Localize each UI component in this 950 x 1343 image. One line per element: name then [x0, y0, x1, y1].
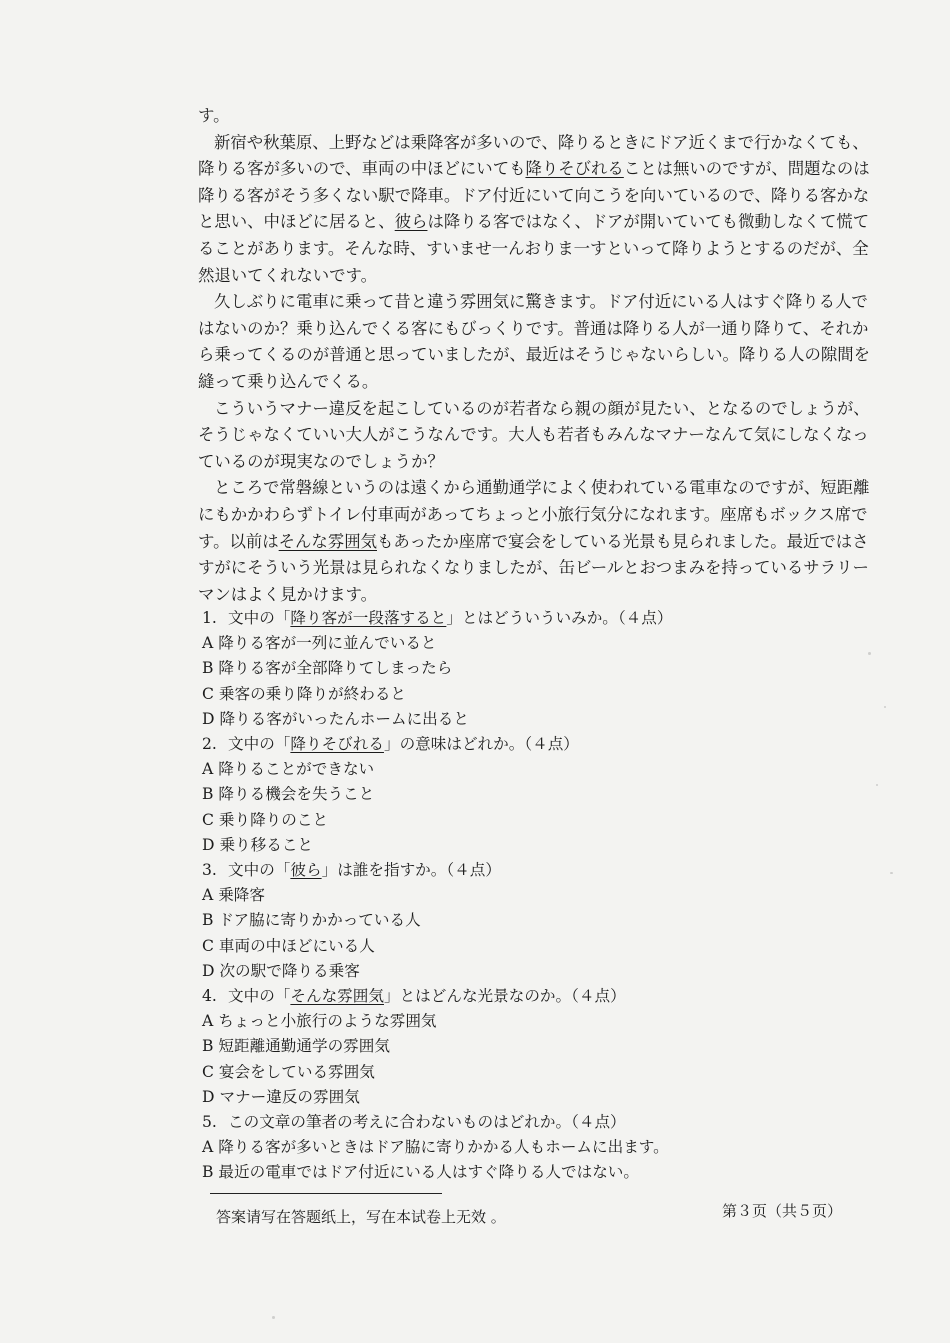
scan-speck — [890, 872, 893, 874]
answer-option: A ちょっと小旅行のような雰囲気 — [202, 1012, 437, 1031]
underlined-phrase: 降り客が一段落すると — [290, 609, 447, 627]
passage-lead: す。 — [198, 106, 230, 125]
scan-speck — [272, 1316, 275, 1319]
answer-option: C 宴会をしている雰囲気 — [202, 1062, 375, 1081]
answer-option: A 降りることができない — [202, 760, 375, 779]
answer-option: C 乗り降りのこと — [202, 810, 329, 829]
answer-option: A 降りる客が一列に並んでいると — [202, 634, 437, 653]
question-5 — [202, 1110, 842, 1135]
question-number: 1. — [202, 609, 217, 627]
passage-paragraph-2: 久しぶりに電車に乗って昔と違う雰囲気に驚きます。ドア付近にいる人はすぐ降りる人ではないのか？乗り込んでくる客にもびっくりです。普通は降りる人が一通り降りて、それから乗ってくるのが普通と思っていましたが、最近はそうじゃないらしい。降りる人の隙間を縫って乗り込んでくる。 — [198, 292, 871, 391]
underlined-phrase: そんな雰囲気 — [290, 987, 384, 1006]
answer-option: D 次の駅で降りる乗客 — [202, 961, 360, 980]
passage-paragraph-1 — [198, 130, 870, 290]
answer-option: B 短距離通勤通学の雰囲気 — [202, 1037, 390, 1056]
footer-instruction: 答案请写在答题纸上，写在本试卷上无效 。 — [216, 1208, 506, 1226]
passage-paragraph-3: こういうマナー違反を起こしているのが若者なら親の顔が見たい、となるのでしょうが、そうじゃなくていい大人がこうなんです。大人も若者もみんなマナーなんて気にしなくなっているのが現実なのでしょうか？ — [198, 398, 870, 471]
question-3 — [202, 858, 842, 883]
scan-speck — [868, 652, 871, 655]
question-text: 文中の「 — [228, 735, 291, 754]
page-number: 第３页（共５页） — [722, 1202, 843, 1220]
question-text: 」とはどういういみか。（４点） — [446, 609, 673, 627]
footer-divider — [210, 1193, 442, 1194]
answer-option: B 最近の電車ではドア付近にいる人はすぐ降りる人ではない。 — [202, 1163, 639, 1182]
answer-option: D 乗り移ること — [202, 835, 314, 854]
question-text: 文中の「 — [228, 987, 291, 1006]
question-number: 4. — [202, 987, 217, 1006]
answer-option: A 乗降客 — [202, 886, 265, 905]
reading-passage — [198, 103, 870, 608]
passage-text: ところで常磐線というのは遠くから通勤通学によく使われている電車なのですが、短距離にもかかわらずトイレ付車両があってちょっと小旅行気分になれます。座席もボックス席です。以前は — [198, 478, 870, 551]
answer-option: B 降りる機会を失うこと — [202, 785, 375, 804]
question-number: 3. — [202, 861, 217, 880]
passage-text: もあったか座席で宴会をしている光景も見られました。最近ではさすがにそういう光景は見られなくなりましたが、缶ビールとおつまみを持っているサラリーマンはよく見かけます。 — [198, 531, 869, 604]
passage-text: は降りる客ではなく、ドアが開いていても微動しなくて慌てることがあります。そんな時、すいませ一んおりま一すといって降りようとするのだが、全然退いてくれないです。 — [198, 212, 870, 285]
answer-option: C 車両の中ほどにいる人 — [202, 936, 375, 955]
question-1 — [202, 606, 842, 631]
question-text: この文章の筆者の考えに合わないものはどれか。（４点） — [228, 1113, 626, 1132]
passage-text: ことは無いのですが、問題なのは降りる客がそう多くない駅で降車。ドア付近にいて向こうを向いているので、降りる客かなと思い、中ほどに居ると、 — [198, 159, 870, 232]
answer-option: B ドア脇に寄りかかっている人 — [202, 911, 421, 930]
question-number: 5. — [202, 1113, 217, 1132]
answer-option: A 降りる客が多いときはドア脇に寄りかかる人もホームに出ます。 — [202, 1138, 669, 1157]
underlined-phrase: 降りそびれる — [525, 159, 624, 179]
question-text: 」の意味はどれか。（４点） — [383, 735, 579, 754]
question-number: 2. — [202, 735, 217, 754]
underlined-phrase: 降りそびれる — [290, 735, 384, 754]
passage-text: 新宿や秋葉原、上野などは乗降客が多いので、降りるときにドア近くまで行かなくても、降りる客が多いので、車両の中ほどにいても — [198, 132, 869, 179]
answer-option: C 乗客の乗り降りが終わると — [202, 684, 407, 703]
answer-option: D 降りる客がいったんホームに出ると — [202, 709, 469, 728]
answer-option: B 降りる客が全部降りてしまったら — [202, 659, 453, 678]
scan-speck — [884, 706, 886, 708]
question-text: 文中の「 — [228, 609, 291, 627]
question-text: 」は誰を指すか。（４点） — [321, 861, 501, 880]
question-2 — [202, 732, 842, 757]
underlined-phrase: そんな雰囲気 — [278, 531, 377, 551]
answer-option: D マナー違反の雰囲気 — [202, 1087, 360, 1106]
question-text: 文中の「 — [228, 861, 291, 880]
question-4 — [202, 984, 842, 1009]
question-text: 」とはどんな光景なのか。（４点） — [383, 987, 626, 1006]
underlined-phrase: 彼ら — [290, 861, 322, 880]
passage-paragraph-4 — [198, 475, 870, 608]
underlined-phrase: 彼ら — [394, 212, 428, 232]
question-list — [202, 606, 842, 1186]
scan-speck — [876, 784, 878, 786]
